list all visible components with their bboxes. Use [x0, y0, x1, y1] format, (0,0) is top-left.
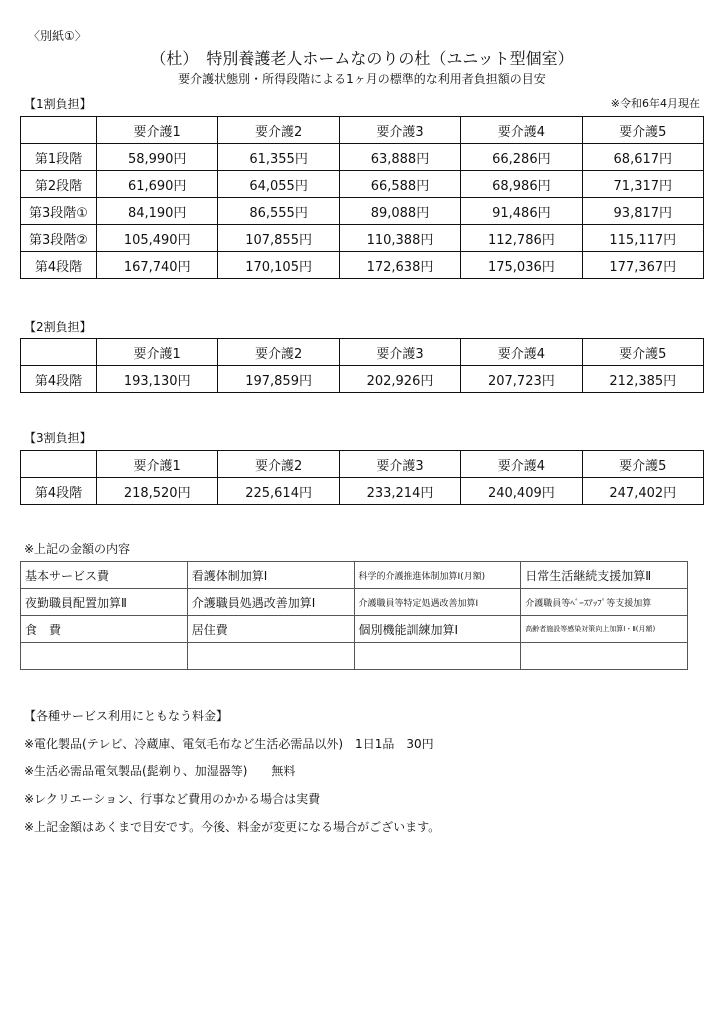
- header-cell: [21, 451, 97, 478]
- section-label-10pct: 【1割負担】: [24, 97, 92, 111]
- page-title: （杜） 特別養護老人ホームなのりの杜（ユニット型個室）: [150, 49, 574, 68]
- section-label-20pct: 【2割負担】: [24, 320, 92, 334]
- amount-cell: 247,402円: [582, 478, 703, 505]
- item-cell: [187, 643, 354, 670]
- stage-cell: 第3段階①: [21, 198, 97, 225]
- amount-cell: 107,855円: [218, 225, 339, 252]
- amount-cell: 61,355円: [218, 144, 339, 171]
- fee-table-10pct: [20, 116, 704, 279]
- item-cell: 夜勤職員配置加算Ⅱ: [21, 589, 188, 616]
- header-cell: 要介護3: [339, 451, 460, 478]
- stage-cell: 第3段階②: [21, 225, 97, 252]
- header-cell: 要介護5: [582, 451, 703, 478]
- header-cell: 要介護4: [461, 451, 582, 478]
- item-cell: 居住費: [187, 616, 354, 643]
- service-note: ※レクリエーション、行事など費用のかかる場合は実費: [24, 792, 321, 806]
- services-title: 【各種サービス利用にともなう料金】: [24, 709, 229, 723]
- amount-cell: 61,690円: [97, 171, 218, 198]
- amount-cell: 218,520円: [97, 478, 218, 505]
- table-row: [21, 562, 688, 589]
- table-row: [21, 252, 704, 279]
- item-cell: 介護職員等特定処遇改善加算Ⅰ: [354, 589, 521, 616]
- amount-cell: 63,888円: [339, 144, 460, 171]
- table-header-row: [21, 451, 704, 478]
- amount-cell: 172,638円: [339, 252, 460, 279]
- fee-table-30pct: [20, 450, 704, 505]
- amount-cell: 233,214円: [339, 478, 460, 505]
- amount-cell: 86,555円: [218, 198, 339, 225]
- amount-cell: 177,367円: [582, 252, 703, 279]
- table-row: [21, 366, 704, 393]
- item-cell: 食 費: [21, 616, 188, 643]
- amount-cell: 84,190円: [97, 198, 218, 225]
- header-cell: 要介護1: [97, 339, 218, 366]
- table-row: [21, 225, 704, 252]
- table-row: [21, 171, 704, 198]
- amount-cell: 91,486円: [461, 198, 582, 225]
- amount-cell: 207,723円: [461, 366, 582, 393]
- table-row: [21, 643, 688, 670]
- annex-label: 〈別紙①〉: [28, 29, 87, 43]
- item-cell: 介護職員等ﾍﾞｰｽｱｯﾌﾟ等支援加算: [521, 589, 688, 616]
- amount-cell: 89,088円: [339, 198, 460, 225]
- header-cell: 要介護4: [461, 117, 582, 144]
- amount-cell: 66,286円: [461, 144, 582, 171]
- item-cell: [521, 643, 688, 670]
- amount-cell: 175,036円: [461, 252, 582, 279]
- contents-table: [20, 561, 688, 670]
- page-subtitle: 要介護状態別・所得段階による1ヶ月の標準的な利用者負担額の目安: [178, 72, 546, 86]
- header-cell: 要介護5: [582, 339, 703, 366]
- amount-cell: 115,117円: [582, 225, 703, 252]
- amount-cell: 71,317円: [582, 171, 703, 198]
- header-cell: 要介護2: [218, 451, 339, 478]
- item-cell: 看護体制加算Ⅰ: [187, 562, 354, 589]
- amount-cell: 105,490円: [97, 225, 218, 252]
- fee-table-20pct: [20, 338, 704, 393]
- amount-cell: 240,409円: [461, 478, 582, 505]
- stage-cell: 第4段階: [21, 478, 97, 505]
- stage-cell: 第4段階: [21, 366, 97, 393]
- stage-cell: 第4段階: [21, 252, 97, 279]
- header-cell: 要介護3: [339, 339, 460, 366]
- amount-cell: 68,986円: [461, 171, 582, 198]
- amount-cell: 197,859円: [218, 366, 339, 393]
- stage-cell: 第1段階: [21, 144, 97, 171]
- item-cell: 介護職員処遇改善加算Ⅰ: [187, 589, 354, 616]
- item-cell: 日常生活継続支援加算Ⅱ: [521, 562, 688, 589]
- header-cell: 要介護3: [339, 117, 460, 144]
- amount-cell: 66,588円: [339, 171, 460, 198]
- table-header-row: [21, 117, 704, 144]
- amount-cell: 110,388円: [339, 225, 460, 252]
- table-row: [21, 478, 704, 505]
- section-label-30pct: 【3割負担】: [24, 431, 92, 445]
- header-cell: 要介護2: [218, 339, 339, 366]
- amount-cell: 93,817円: [582, 198, 703, 225]
- item-cell: 科学的介護推進体制加算Ⅰ(月額): [354, 562, 521, 589]
- table-row: [21, 144, 704, 171]
- table-row: [21, 616, 688, 643]
- amount-cell: 212,385円: [582, 366, 703, 393]
- amount-cell: 64,055円: [218, 171, 339, 198]
- stage-cell: 第2段階: [21, 171, 97, 198]
- amount-cell: 202,926円: [339, 366, 460, 393]
- contents-label: ※上記の金額の内容: [24, 542, 131, 556]
- header-cell: 要介護5: [582, 117, 703, 144]
- header-cell: [21, 339, 97, 366]
- header-cell: 要介護2: [218, 117, 339, 144]
- service-note: ※電化製品(テレビ、冷蔵庫、電気毛布など生活必需品以外) 1日1品 30円: [24, 737, 434, 751]
- header-cell: [21, 117, 97, 144]
- header-cell: 要介護4: [461, 339, 582, 366]
- amount-cell: 170,105円: [218, 252, 339, 279]
- amount-cell: 225,614円: [218, 478, 339, 505]
- service-note: ※生活必需品電気製品(髭剃り、加湿器等) 無料: [24, 764, 296, 778]
- amount-cell: 167,740円: [97, 252, 218, 279]
- amount-cell: 68,617円: [582, 144, 703, 171]
- item-cell: 基本サービス費: [21, 562, 188, 589]
- table-row: [21, 589, 688, 616]
- service-note: ※上記金額はあくまで目安です。今後、料金が変更になる場合がございます。: [24, 820, 441, 834]
- table-header-row: [21, 339, 704, 366]
- item-cell: [21, 643, 188, 670]
- amount-cell: 112,786円: [461, 225, 582, 252]
- as-of-date: ※令和6年4月現在: [610, 97, 700, 110]
- header-cell: 要介護1: [97, 451, 218, 478]
- item-cell: 個別機能訓練加算Ⅰ: [354, 616, 521, 643]
- item-cell: [354, 643, 521, 670]
- amount-cell: 193,130円: [97, 366, 218, 393]
- item-cell: 高齢者施設等感染対策向上加算Ⅰ・Ⅱ(月額): [521, 616, 688, 643]
- table-row: [21, 198, 704, 225]
- amount-cell: 58,990円: [97, 144, 218, 171]
- header-cell: 要介護1: [97, 117, 218, 144]
